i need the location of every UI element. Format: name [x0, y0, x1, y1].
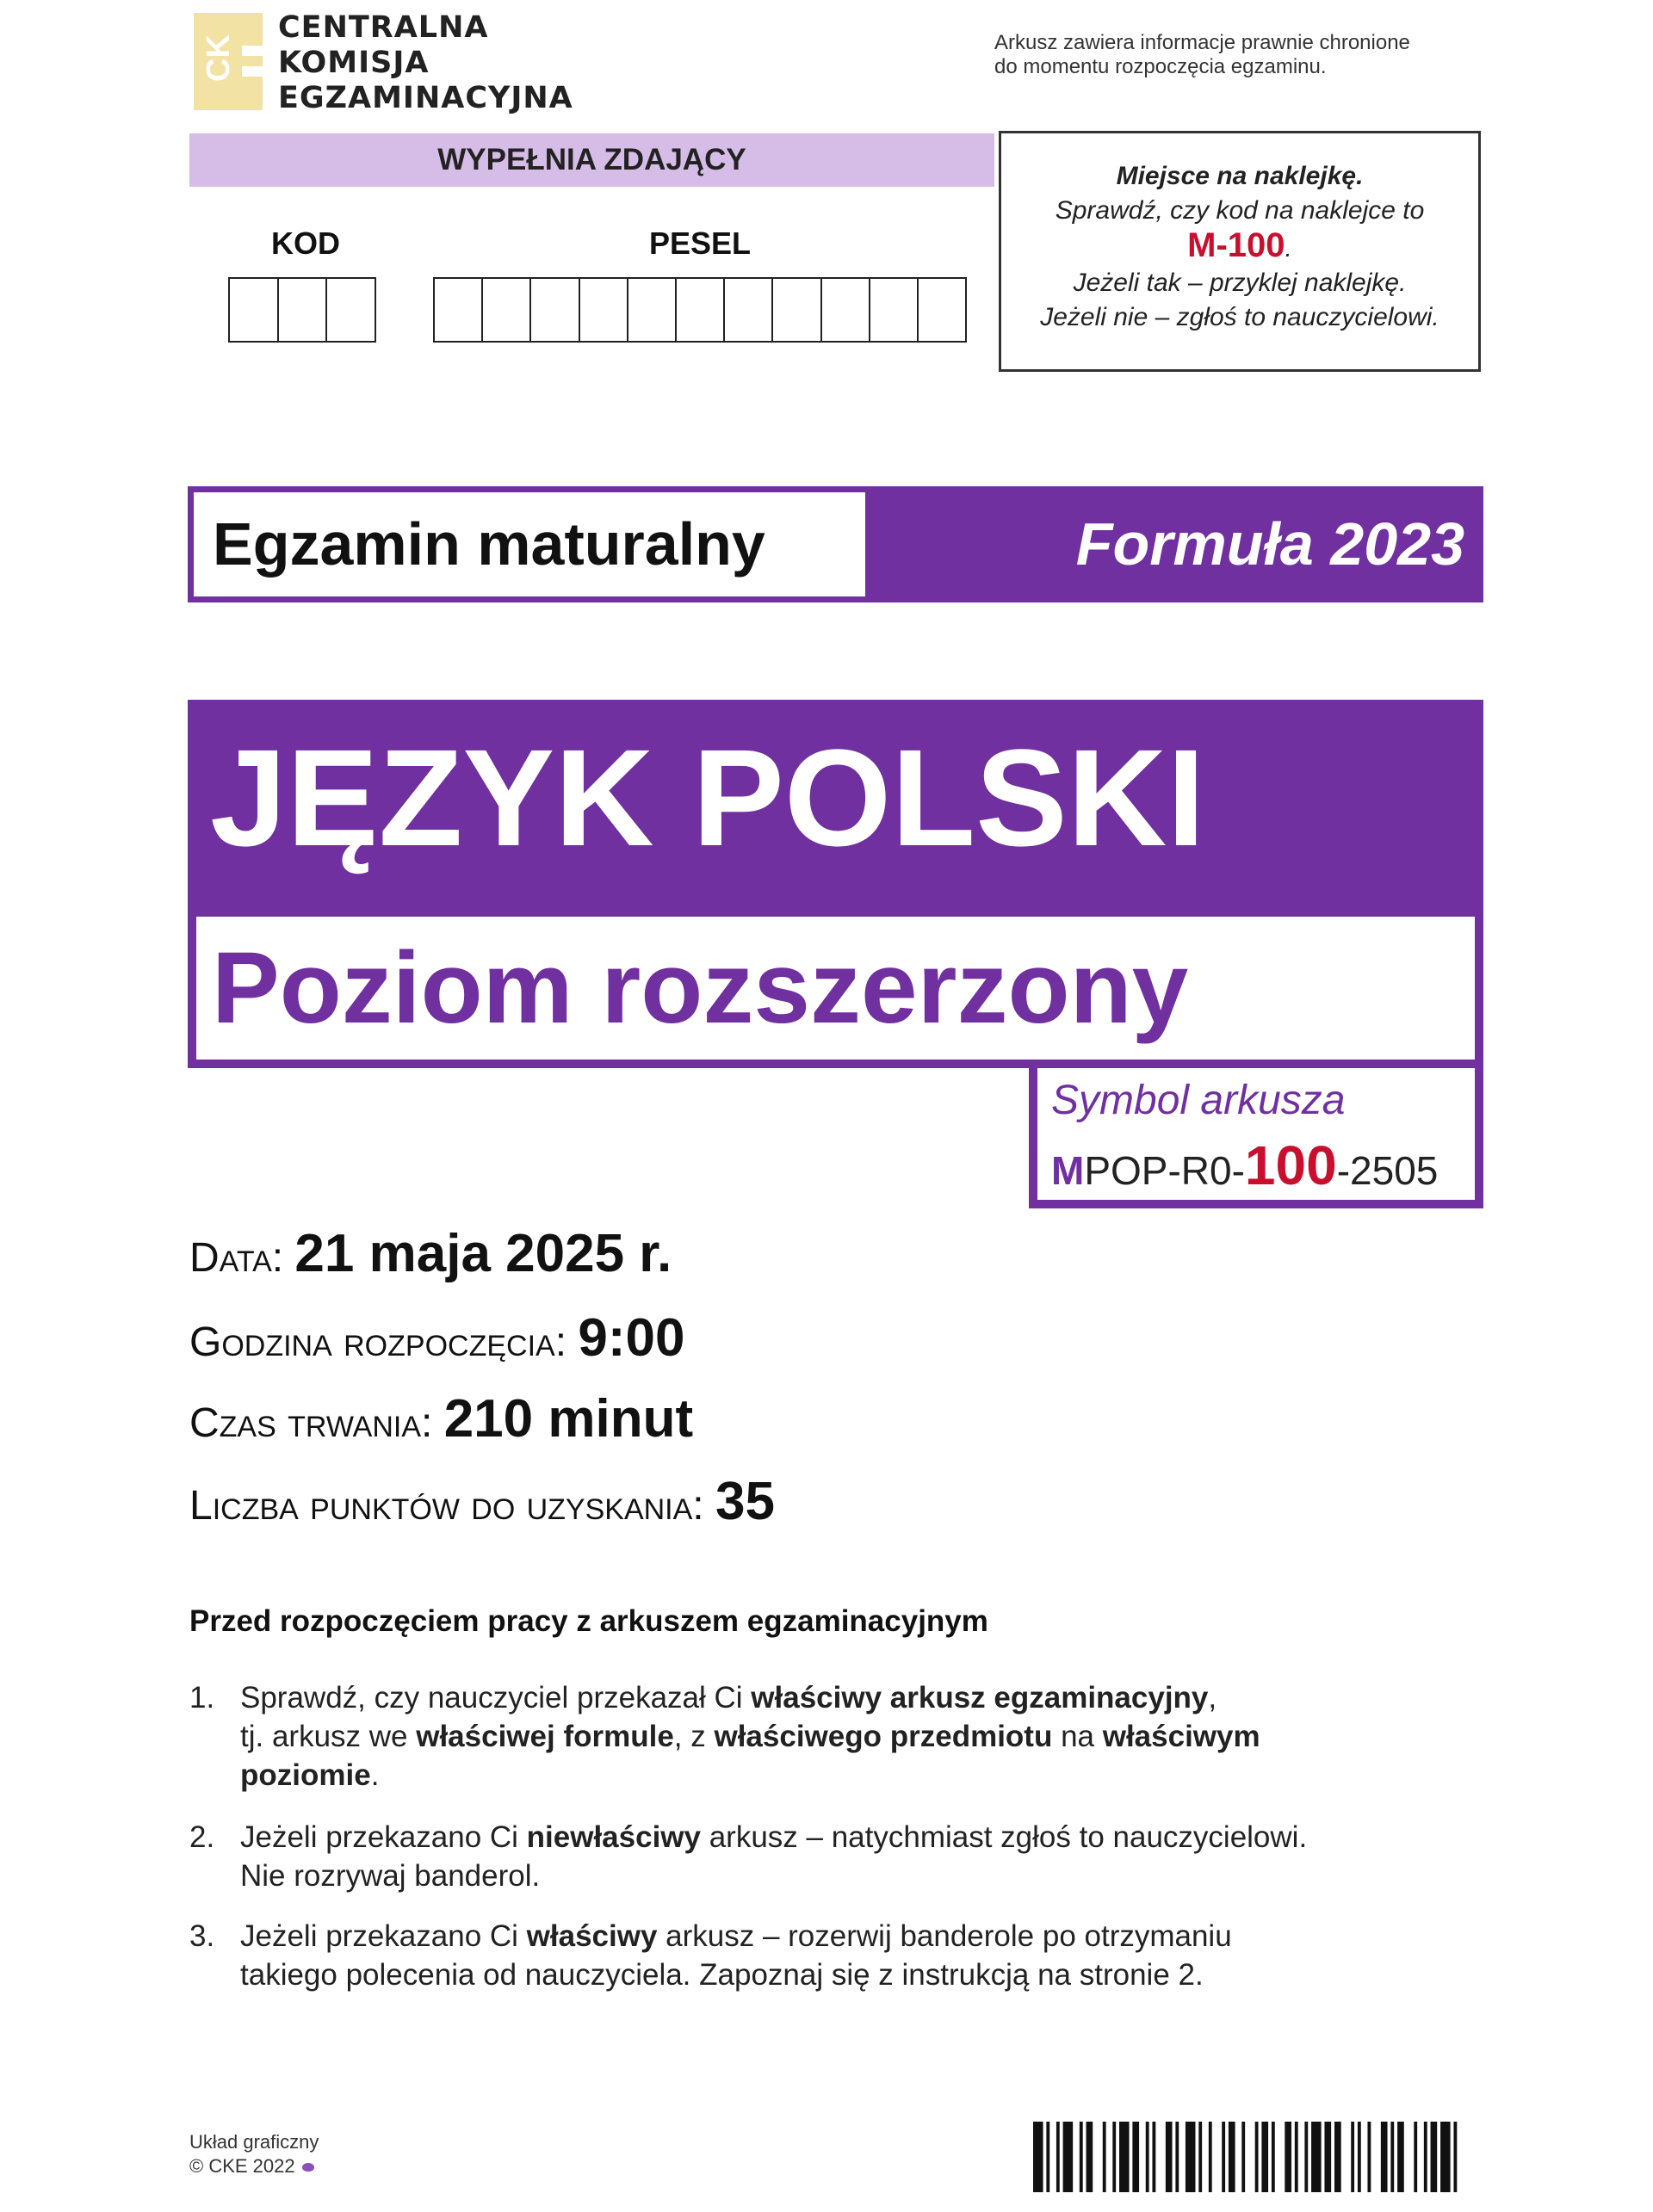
- exam-type-band: [188, 486, 1483, 602]
- sheet-symbol-label: Symbol arkusza: [1051, 1078, 1346, 1123]
- legal-notice: [994, 31, 1477, 79]
- subject-title: JĘZYK POLSKI: [210, 720, 1205, 874]
- cke-dot-icon: [302, 2163, 314, 2172]
- start-time: Godzina rozpoczęcia: 9:00: [189, 1308, 685, 1368]
- notice-line-2: do momentu rozpoczęcia egzaminu.: [994, 55, 1327, 78]
- sticker-line-2: Sprawdź, czy kod na naklejce to: [1055, 196, 1425, 225]
- pesel-box[interactable]: [822, 277, 870, 343]
- sheet-symbol-code: MPOP-R0-100-2505: [1051, 1134, 1439, 1196]
- pesel-box[interactable]: [725, 277, 773, 343]
- sticker-title: Miejsce na naklejkę.: [1116, 162, 1364, 190]
- kod-box[interactable]: [327, 277, 376, 343]
- exam-date: Data: 21 maja 2025 r.: [189, 1224, 672, 1283]
- footer-line-2: © CKE 2022: [189, 2154, 319, 2178]
- duration: Czas trwania: 210 minut: [189, 1389, 694, 1449]
- cke-logo-mark: [194, 13, 263, 110]
- logo-line-2: KOMISJA: [278, 46, 430, 80]
- instruction-text-1: Sprawdź, czy nauczyciel przekazał Ci właściwy arkusz egzaminacyjny, tj. arkusz we właściwej formule, z właściwego przedmiotu na właściwym poziomie.: [240, 1681, 1260, 1792]
- barcode-icon: [1033, 2122, 1464, 2192]
- exam-formula: Formuła 2023: [1075, 510, 1464, 578]
- sticker-line-5: Jeżeli nie – zgłoś to nauczycielowi.: [1040, 303, 1439, 331]
- max-points: Liczba punktów do uzyskania: 35: [189, 1472, 775, 1531]
- kod-boxes[interactable]: [228, 277, 376, 343]
- kod-label: KOD: [271, 226, 340, 261]
- fill-banner: WYPEŁNIA ZDAJĄCY: [189, 133, 994, 187]
- pesel-box[interactable]: [531, 277, 579, 343]
- pesel-box[interactable]: [483, 277, 531, 343]
- pesel-box[interactable]: [433, 277, 483, 343]
- pesel-box[interactable]: [870, 277, 919, 343]
- footer-line-1: Układ graficzny: [189, 2131, 319, 2153]
- sticker-area: [999, 131, 1481, 372]
- cke-logo-text: [278, 10, 573, 116]
- notice-line-1: Arkusz zawiera informacje prawnie chronione: [994, 31, 1410, 54]
- sticker-line-4: Jeżeli tak – przyklej naklejkę.: [1073, 269, 1407, 297]
- sheet-symbol-box: [1029, 1068, 1483, 1208]
- logo-line-1: CENTRALNA: [278, 10, 489, 45]
- kod-box[interactable]: [279, 277, 328, 343]
- pesel-box[interactable]: [580, 277, 628, 343]
- pesel-boxes[interactable]: [433, 277, 967, 343]
- logo-line-3: EGZAMINACYJNA: [278, 81, 573, 115]
- pesel-label: PESEL: [648, 226, 752, 261]
- subject-block: [188, 700, 1483, 1068]
- exam-type: Egzamin maturalny: [213, 510, 765, 578]
- logo-letters: CK: [201, 34, 237, 82]
- instruction-item-2: 2. Jeżeli przekazano Ci niewłaściwy arkusz – natychmiast zgłoś to nauczycielowi. Nie rozrywaj banderol.: [189, 1818, 1481, 1895]
- kod-box[interactable]: [228, 277, 279, 343]
- instruction-text-3: Jeżeli przekazano Ci właściwy arkusz – rozerwij banderole po otrzymaniu takiego polecenia od nauczyciela. Zapoznaj się z instrukcją na stronie 2.: [240, 1919, 1232, 1992]
- pesel-box[interactable]: [628, 277, 677, 343]
- sticker-code-suffix: .: [1285, 234, 1292, 263]
- pesel-box[interactable]: [773, 277, 821, 343]
- instructions-title: Przed rozpoczęciem pracy z arkuszem egzaminacyjnym: [189, 1604, 988, 1638]
- pesel-box[interactable]: [919, 277, 967, 343]
- sticker-code-line: [1001, 228, 1478, 266]
- sticker-code: M-100: [1187, 226, 1285, 264]
- subject-level: Poziom rozszerzony: [212, 931, 1189, 1045]
- footer-credits: [189, 2130, 319, 2178]
- pesel-box[interactable]: [677, 277, 725, 343]
- instruction-item-1: 1. Sprawdź, czy nauczyciel przekazał Ci właściwy arkusz egzaminacyjny, tj. arkusz we właściwej formule, z właściwego przedmiotu na właściwym poziomie.: [189, 1678, 1481, 1795]
- instruction-text-2: Jeżeli przekazano Ci niewłaściwy arkusz – natychmiast zgłoś to nauczycielowi. Nie rozrywaj banderol.: [240, 1820, 1308, 1893]
- instruction-item-3: 3. Jeżeli przekazano Ci właściwy arkusz – rozerwij banderole po otrzymaniu takiego polecenia od nauczyciela. Zapoznaj się z instrukcją na stronie 2.: [189, 1917, 1481, 1994]
